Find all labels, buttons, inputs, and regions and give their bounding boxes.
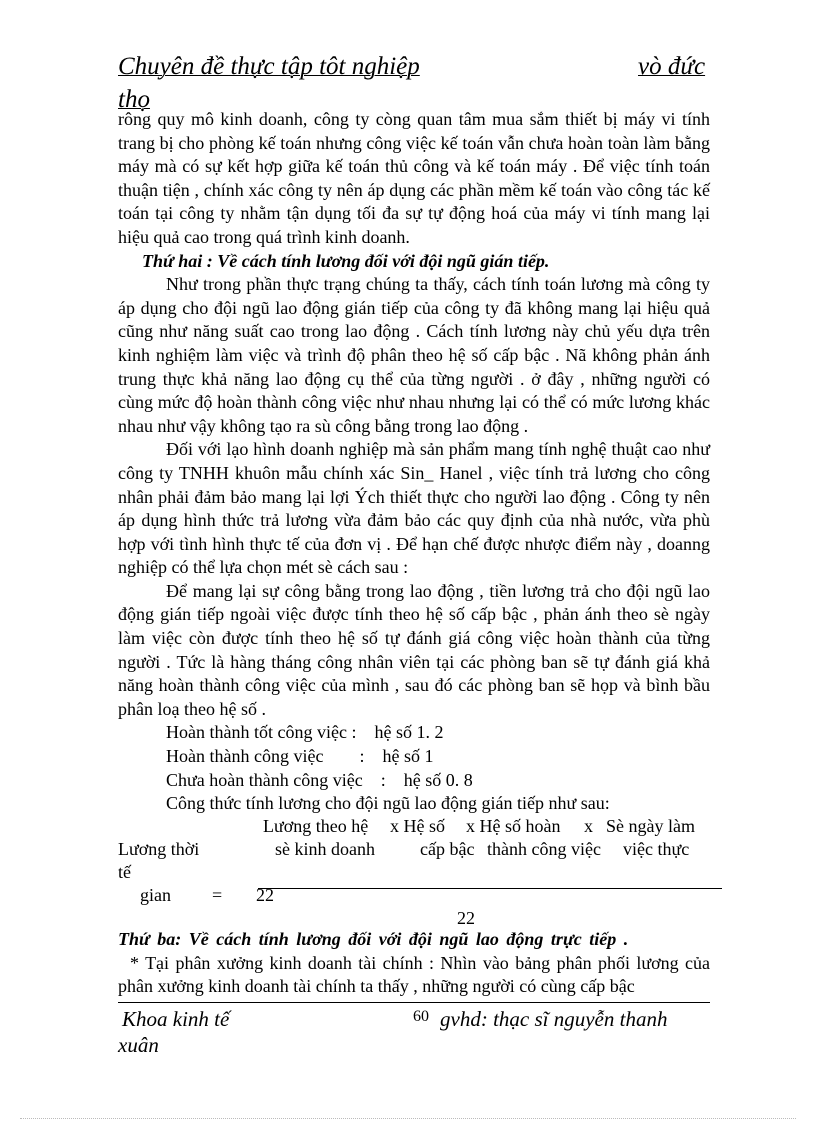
formula-equals: = [212, 885, 223, 905]
page-header [118, 50, 710, 116]
formula-lhs: Lương thời [118, 839, 200, 859]
page-footer [118, 1002, 710, 1063]
formula-term-2: x Hệ số [390, 816, 445, 836]
formula-term-1-line-2: sè kinh doanh [275, 839, 375, 859]
footer-faculty: Khoa kinh tế [122, 1007, 230, 1031]
body-text [118, 108, 710, 816]
formula-term-4-line-2: việc thực [623, 839, 690, 859]
header-author: vò đức [638, 53, 706, 80]
paragraph: rông quy mô kinh doanh, công ty còng quan tâm mua sắm thiết bị máy vi tính trang bị cho phòng kế toán nhưng công việc kế toán vẫn chưa hoàn toàn làm bằng máy mà có sự kết hợp giữa kế toán thủ công và kế toán máy . Để việc tính toán thuận tiện , chính xác công ty nên áp dụng các phần mềm kế toán vào công tác kế toán tại công ty nhằm tận dụng tối đa sự tự động hoá của máy vi tính mang lại hiệu quả cao trong quá trình kinh doanh. [118, 109, 710, 247]
formula-term-3: x Hệ số hoàn [466, 816, 561, 836]
header-title: Chuyên đề thực tập tôt nghiệp [118, 53, 420, 80]
fraction-line [258, 888, 722, 889]
section-heading: Thứ ba: Về cách tính lương đối với đội ngũ lao động trực tiếp . [118, 929, 629, 949]
formula-lhs-line-2: tế [118, 862, 131, 882]
paragraph: Để mang lại sự công bằng trong lao động , tiền lương trả cho đội ngũ lao động gián tiếp ngoài việc được tính theo hệ số cấp bậc , phản ánh theo sè ngày làm việc còn được tính theo hệ số tự đánh giá công việc hoàn thành của từng người . Tức là hàng tháng công nhân viên tại các phòng ban sẽ tự đánh giá khả năng hoàn thành công việc của mình , sau đó các phòng ban sẽ họp và bình bầu phân loạ theo hệ số . [118, 580, 710, 719]
formula-intro: Công thức tính lương cho đội ngũ lao động gián tiếp như sau: [166, 793, 610, 814]
footer-supervisor-continued: xuân [118, 1033, 159, 1057]
page-number: 60 [413, 1008, 429, 1025]
formula-numerator-prefix: 22 [256, 885, 274, 905]
paragraph: * Tại phân xưởng kinh doanh tài chính : Nhìn vào bảng phân phối lương của phân xưởng kinh doanh tài chính ta thấy , những người có cùng cấp bậc [118, 952, 710, 997]
paragraph: Như trong phần thực trạng chúng ta thấy, cách tính toán lương mà công ty áp dụng cho đội ngũ lao động gián tiếp của công ty đã không mang lại hiệu quả cũng như năng suất cao trong lao động . Cách tính lương này chủ yếu dựa trên kinh nghiệm làm việc và trình độ phân theo hệ số cấp bậc . Nã không phản ánh trung thực khả năng lao động cụ thể của từng người . ở đây , những người có cùng mức độ hoàn thành công việc như nhau nhưng lại có thể có mức lương khác nhau như vậy không tạo ra sù công bằng trong lao động . [118, 274, 710, 436]
footer-supervisor: gvhd: thạc sĩ nguyễn thanh [440, 1007, 668, 1031]
coefficient-item: Hoàn thành công việc : hệ số 1 [166, 746, 434, 767]
coefficient-item: Chưa hoàn thành công việc : hệ số 0. 8 [166, 769, 473, 790]
formula-lhs-line-3: gian [140, 885, 171, 905]
header-author-continued: thọ [118, 86, 150, 113]
section-three [118, 928, 710, 999]
formula-term-2-line-2: cấp bậc [420, 839, 475, 859]
page-bottom-border [20, 1118, 796, 1119]
formula-denominator: 22 [457, 908, 475, 928]
formula-term-3-line-2: thành công việc [487, 839, 601, 859]
formula-term-4-operator: x [584, 816, 593, 836]
formula-term-1: Lương theo hệ [263, 816, 369, 836]
section-heading: Thứ hai : Về cách tính lương đối với đội ngũ gián tiếp. [142, 250, 550, 271]
coefficient-item: Hoàn thành tốt công việc : hệ số 1. 2 [166, 722, 444, 743]
formula-term-4: Sè ngày làm [606, 816, 695, 836]
paragraph: Đối với lạo hình doanh nghiệp mà sản phẩm mang tính nghệ thuật cao như công ty TNHH khuôn mẫu chính xác Sin_ Hanel , việc tính trả lương cho công nhân phải đảm bảo mang lại lợi Ých thiết thực cho người lao động . Công ty nên áp dụng hình thức trả lương vừa đảm bảo các quy định của nhà nước, vừa phù hợp với tình hình thực tế của đơn vị . Để hạn chế được nhược điểm này , doanng nghiệp có thể lựa chọn mét sè cách sau : [118, 439, 710, 578]
